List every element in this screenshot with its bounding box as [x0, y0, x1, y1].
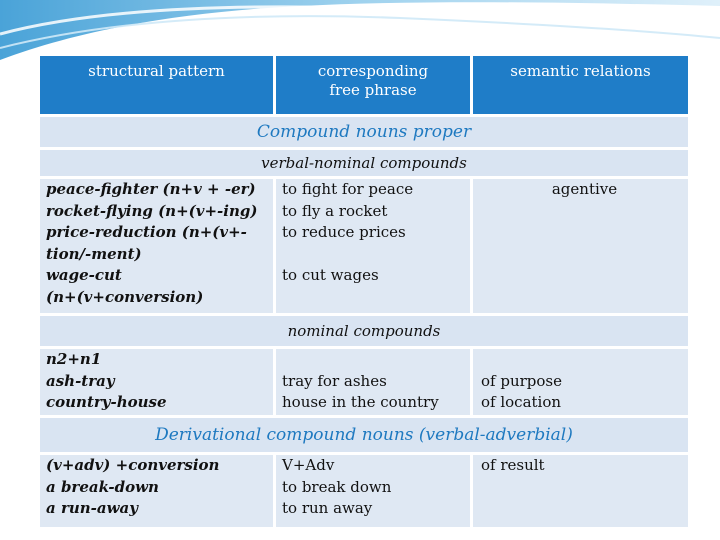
table-header-row [40, 56, 688, 114]
phrase-line: to fly a rocket [282, 201, 388, 220]
section-derivational-compound-nouns: Derivational compound nouns (verbal-adverbial) [40, 415, 688, 452]
phrase-line: to break down [282, 477, 392, 496]
row2-relations [470, 346, 688, 415]
table-row [40, 346, 688, 415]
row3-relation: of result [470, 452, 688, 527]
pattern-line: tion/-ment) [46, 244, 142, 263]
row1-phrases [273, 176, 470, 313]
header-free-phrase-line2: free phrase [329, 81, 417, 99]
row2-phrases [273, 346, 470, 415]
relation-line: of purpose [481, 371, 562, 390]
phrase-line: tray for ashes [282, 371, 387, 390]
pattern-line: (n+(v+conversion) [46, 287, 204, 306]
phrase-line: V+Adv [282, 456, 335, 474]
pattern-line: rocket-flying (n+(v+-ing) [46, 201, 258, 220]
table-row [40, 176, 688, 313]
pattern-line: (v+adv) +conversion [46, 456, 220, 474]
row3-patterns [40, 452, 273, 527]
header-free-phrase-line1: corresponding [317, 62, 429, 80]
pattern-line: a break-down [46, 477, 159, 496]
phrase-line: to run away [282, 499, 373, 517]
header-semantic-relations: semantic relations [470, 56, 688, 114]
row1-patterns [40, 176, 273, 313]
relation-line: of location [481, 393, 562, 411]
pattern-line: country-house [46, 393, 167, 411]
phrase-line: to fight for peace [282, 180, 414, 198]
pattern-line: ash-tray [46, 371, 115, 390]
pattern-line: peace-fighter (n+v + -er) [46, 180, 256, 198]
row3-phrases [273, 452, 470, 527]
decorative-wave-banner [0, 0, 720, 60]
table-row [40, 452, 688, 527]
row1-relation: agentive [470, 176, 688, 313]
section-compound-nouns-proper: Compound nouns proper [40, 114, 688, 147]
section-nominal-compounds: nominal compounds [40, 313, 688, 346]
pattern-line: price-reduction (n+(v+- [46, 223, 247, 241]
header-free-phrase [273, 56, 470, 114]
row2-patterns [40, 346, 273, 415]
section-verbal-nominal-compounds: verbal-nominal compounds [40, 147, 688, 176]
pattern-line: wage-cut [46, 266, 122, 284]
compound-nouns-table [40, 56, 688, 527]
phrase-line: to reduce prices [282, 223, 406, 241]
pattern-line: a run-away [46, 499, 138, 517]
phrase-line: house in the country [282, 393, 439, 411]
header-structural-pattern: structural pattern [40, 56, 273, 114]
pattern-line: n2+n1 [46, 350, 102, 368]
phrase-line: to cut wages [282, 266, 379, 284]
